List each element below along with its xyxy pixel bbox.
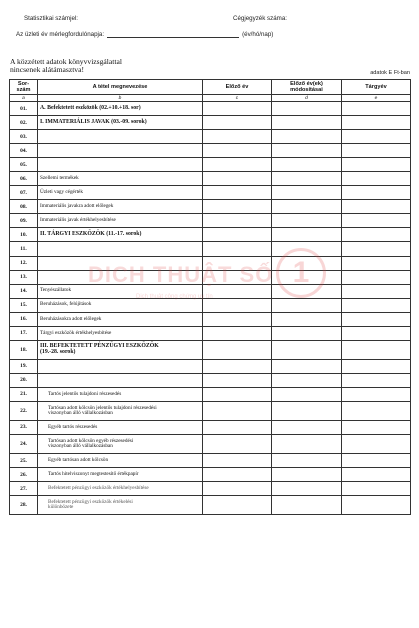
item-description: A. Befektetett eszközök (02.+10.+18. sor): [38, 102, 203, 116]
current-year-cell[interactable]: [342, 298, 411, 312]
previous-year-cell[interactable]: [203, 116, 272, 130]
previous-year-cell[interactable]: [203, 270, 272, 284]
table-row: [10, 420, 411, 434]
row-number: 01.: [10, 102, 38, 116]
previous-year-cell[interactable]: [203, 144, 272, 158]
previous-modifications-cell[interactable]: [272, 420, 342, 434]
table-row: [10, 340, 411, 359]
item-description: I. IMMATERIÁLIS JAVAK (03.-09. sorok): [38, 116, 203, 130]
row-number: 11.: [10, 242, 38, 256]
previous-year-cell[interactable]: [203, 158, 272, 172]
balance-date-field: [107, 31, 239, 38]
current-year-cell[interactable]: [342, 284, 411, 298]
table-row: [10, 270, 411, 284]
previous-modifications-cell[interactable]: [272, 270, 342, 284]
previous-year-cell[interactable]: [203, 284, 272, 298]
previous-modifications-cell[interactable]: [272, 256, 342, 270]
table-row: [10, 387, 411, 401]
column-letter: b: [38, 95, 203, 102]
item-description: Befektetett pénzügyi eszközök értékhelyesbítése: [38, 482, 203, 496]
row-number: 25.: [10, 453, 38, 467]
row-number: 20.: [10, 373, 38, 387]
previous-modifications-cell[interactable]: [272, 326, 342, 340]
previous-year-cell[interactable]: [203, 496, 272, 515]
previous-year-cell[interactable]: [203, 359, 272, 373]
row-number: 24.: [10, 434, 38, 453]
row-number: 28.: [10, 496, 38, 515]
table-row: [10, 172, 411, 186]
column-letter: d: [272, 95, 342, 102]
current-year-cell[interactable]: [342, 482, 411, 496]
table-row: [10, 326, 411, 340]
table-row: [10, 214, 411, 228]
item-description: [38, 242, 203, 256]
row-number: 12.: [10, 256, 38, 270]
unit-label: adatok E Ft-ban: [370, 70, 410, 76]
row-number: 09.: [10, 214, 38, 228]
table-row: [10, 158, 411, 172]
current-year-cell[interactable]: [342, 116, 411, 130]
table-row: [10, 496, 411, 515]
table-row: [10, 312, 411, 326]
previous-modifications-cell[interactable]: [272, 116, 342, 130]
current-year-cell[interactable]: [342, 144, 411, 158]
balance-date-line: [16, 31, 273, 38]
row-number: 04.: [10, 144, 38, 158]
table-row: [10, 102, 411, 116]
previous-modifications-cell[interactable]: [272, 284, 342, 298]
previous-modifications-cell[interactable]: [272, 200, 342, 214]
item-description: [38, 130, 203, 144]
item-description: III. BEFEKTETETT PÉNZÜGYI ESZKÖZÖK (19.-28. sorok): [38, 340, 203, 359]
previous-modifications-cell[interactable]: [272, 172, 342, 186]
item-description: [38, 270, 203, 284]
previous-year-cell[interactable]: [203, 420, 272, 434]
previous-year-cell[interactable]: [203, 242, 272, 256]
item-description: II. TÁRGYI ESZKÖZÖK (11.-17. sorok): [38, 228, 203, 242]
previous-year-cell[interactable]: [203, 172, 272, 186]
previous-modifications-cell[interactable]: [272, 340, 342, 359]
row-number: 22.: [10, 401, 38, 420]
current-year-cell[interactable]: [342, 340, 411, 359]
current-year-cell[interactable]: [342, 420, 411, 434]
row-number: 07.: [10, 186, 38, 200]
header-row-number: Sor- szám: [10, 80, 38, 95]
table-row: [10, 482, 411, 496]
current-year-cell[interactable]: [342, 172, 411, 186]
previous-year-cell[interactable]: [203, 340, 272, 359]
item-description: Tartós hitelviszonyt megtestesítő értékpapír: [38, 468, 203, 482]
previous-year-cell[interactable]: [203, 298, 272, 312]
previous-year-cell[interactable]: [203, 387, 272, 401]
row-number: 05.: [10, 158, 38, 172]
previous-year-cell[interactable]: [203, 228, 272, 242]
previous-year-cell[interactable]: [203, 256, 272, 270]
current-year-cell[interactable]: [342, 186, 411, 200]
current-year-cell[interactable]: [342, 228, 411, 242]
header-current-year: Tárgyév: [342, 80, 411, 95]
row-number: 27.: [10, 482, 38, 496]
previous-modifications-cell[interactable]: [272, 453, 342, 467]
previous-modifications-cell[interactable]: [272, 468, 342, 482]
previous-modifications-cell[interactable]: [272, 434, 342, 453]
row-number: 08.: [10, 200, 38, 214]
previous-year-cell[interactable]: [203, 401, 272, 420]
item-description: [38, 359, 203, 373]
previous-modifications-cell[interactable]: [272, 312, 342, 326]
previous-modifications-cell[interactable]: [272, 496, 342, 515]
previous-modifications-cell[interactable]: [272, 102, 342, 116]
previous-year-cell[interactable]: [203, 312, 272, 326]
table-row: [10, 359, 411, 373]
table-row: [10, 116, 411, 130]
current-year-cell[interactable]: [342, 102, 411, 116]
table-row: [10, 453, 411, 467]
item-description: Immateriális javakra adott előlegek: [38, 200, 203, 214]
previous-year-cell[interactable]: [203, 200, 272, 214]
column-letter: e: [342, 95, 411, 102]
current-year-cell[interactable]: [342, 214, 411, 228]
item-description: Tenyészállatok: [38, 284, 203, 298]
previous-modifications-cell[interactable]: [272, 130, 342, 144]
header-item-name: A tétel megnevezése: [38, 80, 203, 95]
row-number: 23.: [10, 420, 38, 434]
previous-year-cell[interactable]: [203, 186, 272, 200]
header-previous-modifications: Előző év(ek) módosításai: [272, 80, 342, 95]
column-letter-row: [10, 95, 411, 102]
table-row: [10, 401, 411, 420]
audit-note: [10, 58, 122, 74]
current-year-cell[interactable]: [342, 158, 411, 172]
previous-modifications-cell[interactable]: [272, 482, 342, 496]
previous-modifications-cell[interactable]: [272, 298, 342, 312]
row-number: 19.: [10, 359, 38, 373]
row-number: 17.: [10, 326, 38, 340]
table-row: [10, 200, 411, 214]
previous-modifications-cell[interactable]: [272, 401, 342, 420]
previous-year-cell[interactable]: [203, 214, 272, 228]
column-letter: a: [10, 95, 38, 102]
current-year-cell[interactable]: [342, 387, 411, 401]
table-row: [10, 242, 411, 256]
table-row: [10, 434, 411, 453]
current-year-cell[interactable]: [342, 270, 411, 284]
previous-modifications-cell[interactable]: [272, 214, 342, 228]
row-number: 13.: [10, 270, 38, 284]
watermark-logo: 1: [276, 248, 326, 298]
current-year-cell[interactable]: [342, 326, 411, 340]
previous-year-cell[interactable]: [203, 453, 272, 467]
row-number: 03.: [10, 130, 38, 144]
previous-year-cell[interactable]: [203, 468, 272, 482]
item-description: Tárgyi eszközök értékhelyesbítése: [38, 326, 203, 340]
statistical-number-label: Statisztikai számjel:: [24, 15, 78, 22]
item-description: [38, 158, 203, 172]
table-row: [10, 298, 411, 312]
item-description: [38, 373, 203, 387]
previous-modifications-cell[interactable]: [272, 373, 342, 387]
row-number: 10.: [10, 228, 38, 242]
row-number: 14.: [10, 284, 38, 298]
previous-modifications-cell[interactable]: [272, 359, 342, 373]
previous-year-cell[interactable]: [203, 482, 272, 496]
previous-modifications-cell[interactable]: [272, 228, 342, 242]
row-number: 15.: [10, 298, 38, 312]
table-row: [10, 130, 411, 144]
current-year-cell[interactable]: [342, 401, 411, 420]
previous-year-cell[interactable]: [203, 326, 272, 340]
current-year-cell[interactable]: [342, 359, 411, 373]
current-year-cell[interactable]: [342, 242, 411, 256]
item-description: Tartósan adott kölcsön egyéb részesedési viszonyban álló vállalkozásban: [38, 434, 203, 453]
audit-note-line: nincsenek alátámasztva!: [10, 65, 85, 74]
previous-modifications-cell[interactable]: [272, 144, 342, 158]
item-description: [38, 256, 203, 270]
table-row: [10, 228, 411, 242]
row-number: 02.: [10, 116, 38, 130]
previous-modifications-cell[interactable]: [272, 387, 342, 401]
row-number: 21.: [10, 387, 38, 401]
current-year-cell[interactable]: [342, 130, 411, 144]
balance-date-label: Az üzleti év mérlegfordulónapja:: [16, 31, 105, 38]
table-row: [10, 144, 411, 158]
current-year-cell[interactable]: [342, 256, 411, 270]
previous-year-cell[interactable]: [203, 102, 272, 116]
item-description: Beruházások, felújítások: [38, 298, 203, 312]
watermark-subtext: Dịch thuật công chứng uy tín: [136, 294, 213, 300]
current-year-cell[interactable]: [342, 453, 411, 467]
date-format-hint: (év/hó/nap): [242, 31, 274, 38]
item-description: Tartósan adott kölcsön jelentős tulajdoni részesedési viszonyban álló vállalkozásban: [38, 401, 203, 420]
current-year-cell[interactable]: [342, 200, 411, 214]
header-previous-year: Előző év: [203, 80, 272, 95]
previous-year-cell[interactable]: [203, 130, 272, 144]
audit-note-line: A közzétett adatok könyvvizsgálattal: [10, 57, 122, 66]
registration-number-label: Cégjegyzék száma:: [233, 15, 287, 22]
row-number: 06.: [10, 172, 38, 186]
previous-modifications-cell[interactable]: [272, 158, 342, 172]
previous-modifications-cell[interactable]: [272, 242, 342, 256]
previous-modifications-cell[interactable]: [272, 186, 342, 200]
current-year-cell[interactable]: [342, 312, 411, 326]
table-row: [10, 186, 411, 200]
row-number: 26.: [10, 468, 38, 482]
column-letter: c: [203, 95, 272, 102]
item-description: Befektetett pénzügyi eszközök értékelési különbözete: [38, 496, 203, 515]
item-description: Szellemi termékek: [38, 172, 203, 186]
item-description: Immateriális javak értékhelyesbítése: [38, 214, 203, 228]
item-description: Üzleti vagy cégérték: [38, 186, 203, 200]
row-number: 18.: [10, 340, 38, 359]
table-row: [10, 468, 411, 482]
table-row: [10, 256, 411, 270]
item-description: Egyéb tartós részesedés: [38, 420, 203, 434]
previous-year-cell[interactable]: [203, 434, 272, 453]
row-number: 16.: [10, 312, 38, 326]
table-row: [10, 284, 411, 298]
item-description: [38, 144, 203, 158]
current-year-cell[interactable]: [342, 468, 411, 482]
current-year-cell[interactable]: [342, 434, 411, 453]
current-year-cell[interactable]: [342, 496, 411, 515]
table-header-row: [10, 80, 411, 95]
balance-sheet-table: [9, 79, 411, 515]
current-year-cell[interactable]: [342, 373, 411, 387]
watermark-text: DICH THUẬT SỐ: [88, 262, 274, 287]
item-description: Egyéb tartósan adott kölcsön: [38, 453, 203, 467]
item-description: Beruházásokra adott előlegek: [38, 312, 203, 326]
previous-year-cell[interactable]: [203, 373, 272, 387]
table-row: [10, 373, 411, 387]
item-description: Tartós jelentős tulajdoni részesedés: [38, 387, 203, 401]
